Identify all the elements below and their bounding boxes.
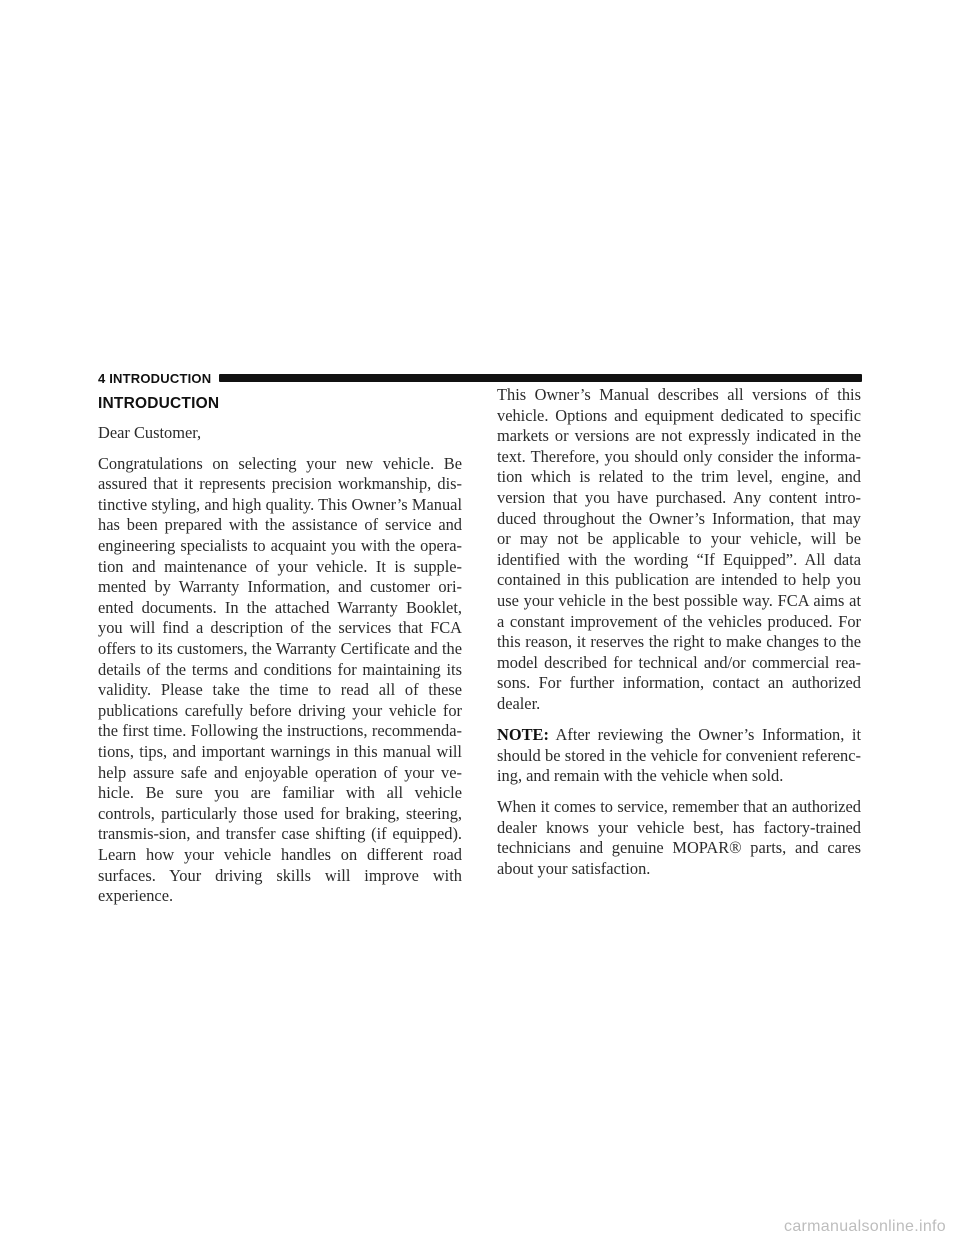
note-text: After reviewing the Owner’s Information, it should be stored in the vehicle for convenient referenc-ing, and remain with the vehicle when sold. xyxy=(497,725,861,786)
page-header xyxy=(98,370,862,386)
note-paragraph xyxy=(497,725,861,787)
greeting: Dear Customer, xyxy=(98,422,202,442)
section-title: INTRODUCTION xyxy=(98,395,220,412)
intro-paragraph: Congratulations on selecting your new vehicle. Be assured that it represents precision workmanship, dis-tinctive styling, and high quality. This Owner’s Manual has been prepared with the assistance of service and engineering specialists to acquaint you with the opera-tion and maintenance of your vehicle. It is supple-mented by Warranty Information, and customer ori-ented documents. In the attached Warranty Booklet, you will find a description of the services that FCA offers to its customers, the Warranty Certificate and the details of the terms and conditions for maintaining its validity. Please take the time to read all of these publications carefully before driving your vehicle for the first time. Following the instructions, recommenda-tions, tips, and important warnings in this manual will help assure safe and enjoyable operation of your ve-hicle. Be sure you are familiar with all vehicle controls, particularly those used for braking, steering, transmis-sion, and transfer case shifting (if equipped). Learn how your vehicle handles on different road surfaces. Your driving skills will improve with experience. xyxy=(98,453,462,906)
header-rule xyxy=(219,374,862,382)
left-column xyxy=(98,390,462,917)
page-number-label: 4 INTRODUCTION xyxy=(98,370,212,386)
service-paragraph: When it comes to service, remember that an authorized dealer knows your vehicle best, has factory-trained technicians and genuine MOPAR® parts, and cares about your satisfaction. xyxy=(497,797,861,879)
watermark: carmanualsonline.info xyxy=(784,1218,946,1235)
right-column xyxy=(497,385,861,890)
versions-paragraph: This Owner’s Manual describes all versions of this vehicle. Options and equipment dedicated to specific markets or versions are not expressly indicated in the text. Therefore, you should only consider the informa-tion which is related to the trim level, engine, and version that you have purchased. Any content intro-duced throughout the Owner’s Information, that may or may not be applicable to your vehicle, will be identified with the wording “If Equipped”. All data contained in this publication are intended to help you use your vehicle in the best possible way. FCA aims at a constant improvement of the vehicles produced. For this reason, it reserves the right to make changes to the model described for technical and/or commercial rea-sons. For further information, contact an authorized dealer. xyxy=(497,385,861,713)
note-label: NOTE: xyxy=(497,725,549,744)
